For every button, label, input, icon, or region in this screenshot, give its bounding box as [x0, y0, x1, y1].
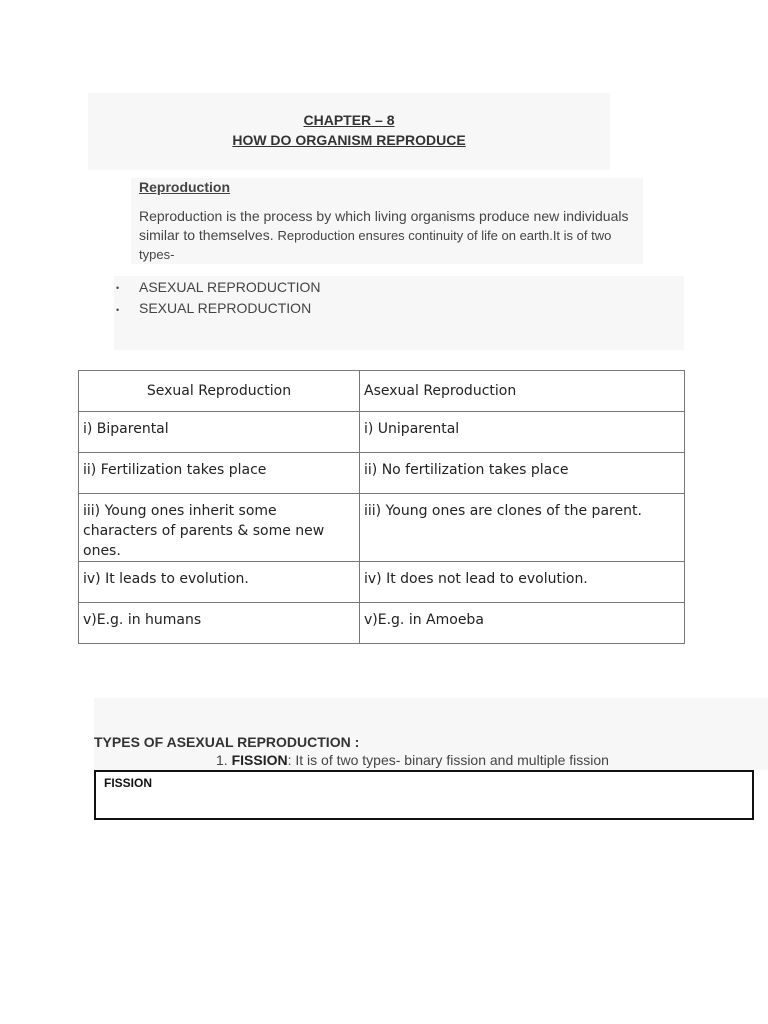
chapter-title: HOW DO ORGANISM REPRODUCE — [232, 132, 466, 148]
fission-description: : It is of two types- binary fission and multiple fission — [287, 752, 609, 768]
comparison-table — [78, 370, 685, 644]
reproduction-definition — [139, 207, 639, 264]
table-cell: v)E.g. in humans — [79, 603, 360, 644]
fission-term: FISSION — [231, 752, 288, 768]
table-cell: i) Uniparental — [360, 412, 685, 453]
table-cell: iii) Young ones are clones of the parent. — [360, 494, 685, 562]
list-item-label: SEXUAL REPRODUCTION — [139, 300, 312, 317]
asexual-types-heading: TYPES OF ASEXUAL REPRODUCTION : — [94, 734, 360, 750]
table-row — [79, 412, 685, 453]
table-cell: v)E.g. in Amoeba — [360, 603, 685, 644]
fission-item — [216, 752, 609, 768]
continuity-text: Reproduction ensures continuity of life on earth.It is of two types- — [139, 228, 612, 262]
definition-text: Reproduction is the process by which living organisms produce new individuals similar to themselves. — [139, 208, 629, 243]
table-row — [79, 562, 685, 603]
table-cell: iv) It does not lead to evolution. — [360, 562, 685, 603]
table-cell: i) Biparental — [79, 412, 360, 453]
fission-box-label: FISSION — [104, 776, 153, 790]
table-row — [79, 494, 685, 562]
item-number: 1. — [216, 752, 228, 768]
table-cell: iii) Young ones inherit some characters of parents & some new ones. — [79, 494, 360, 562]
table-cell: ii) No fertilization takes place — [360, 453, 685, 494]
reproduction-heading: Reproduction — [139, 179, 230, 195]
bullet-icon: • — [116, 283, 120, 294]
list-item — [116, 277, 321, 298]
bullet-icon: • — [116, 304, 120, 315]
table-row — [79, 603, 685, 644]
table-cell: iv) It leads to evolution. — [79, 562, 360, 603]
header-sexual: Sexual Reproduction — [79, 371, 360, 412]
list-item — [116, 298, 321, 319]
header-asexual: Asexual Reproduction — [360, 371, 685, 412]
table-cell: ii) Fertilization takes place — [79, 453, 360, 494]
list-item-label: ASEXUAL REPRODUCTION — [139, 279, 321, 295]
fission-box — [94, 770, 754, 820]
reproduction-types-list — [116, 277, 321, 320]
table-row — [79, 453, 685, 494]
chapter-heading: CHAPTER – 8 — [303, 112, 395, 128]
table-header-row — [79, 371, 685, 412]
